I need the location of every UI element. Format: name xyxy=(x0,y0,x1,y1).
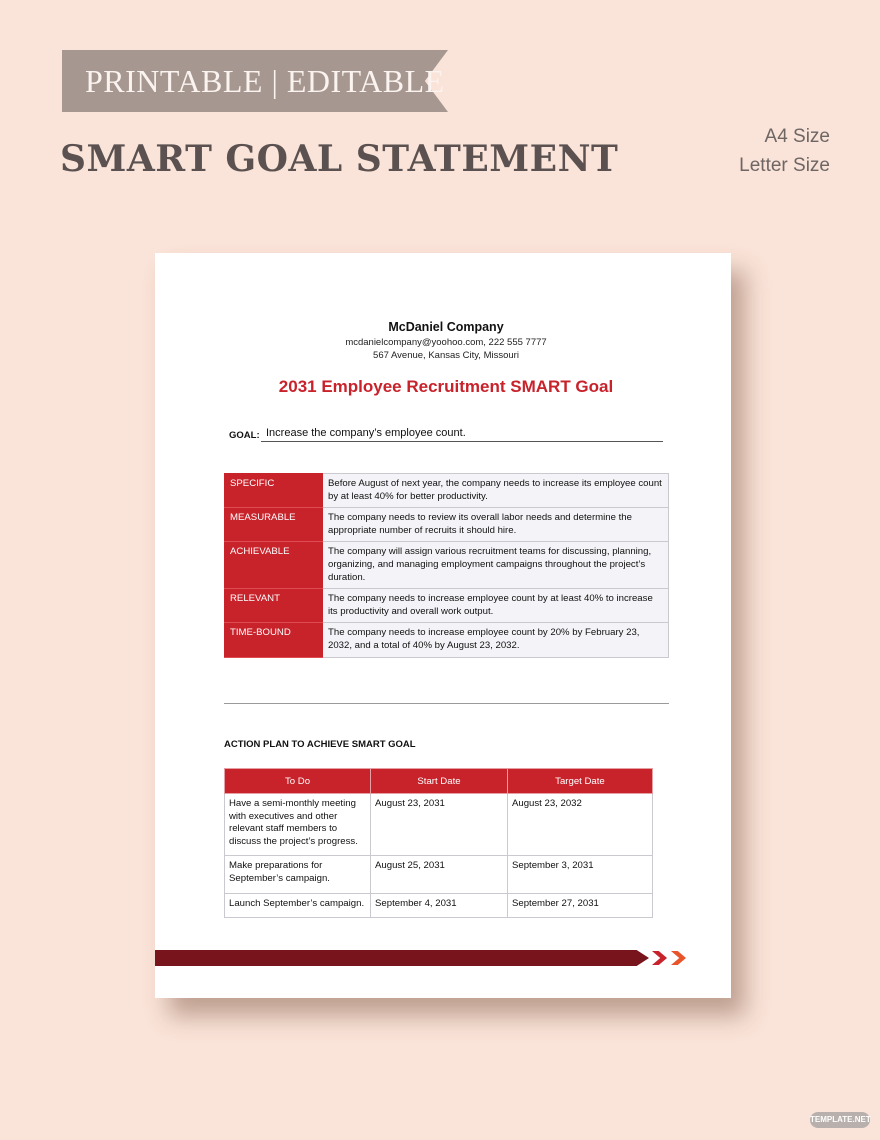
action-row xyxy=(225,794,653,856)
header-target-date: Target Date xyxy=(507,769,652,794)
smart-row xyxy=(225,589,669,623)
action-plan-heading: ACTION PLAN TO ACHIEVE SMART GOAL xyxy=(224,739,416,750)
document-preview xyxy=(155,253,731,998)
smart-description: The company will assign various recruitment teams for discussing, planning, organizing, and managing employment campaigns throughout the project’s duration. xyxy=(323,542,669,589)
size-a4: A4 Size xyxy=(764,126,830,147)
action-todo: Have a semi-monthly meeting with executives and other relevant staff members to discuss the project’s progress. xyxy=(225,794,371,856)
action-header-row xyxy=(225,769,653,794)
smart-description: The company needs to increase employee count by 20% by February 23, 2032, and a total of 40% by August 23, 2032. xyxy=(323,623,669,657)
section-divider xyxy=(224,703,669,704)
action-target: August 23, 2032 xyxy=(507,794,652,856)
chevron-right-icon xyxy=(652,951,667,965)
smart-description: The company needs to increase employee count by at least 40% to increase its productivity and overall work output. xyxy=(323,589,669,623)
chevron-right-icon xyxy=(671,951,686,965)
action-row xyxy=(225,856,653,893)
smart-label: MEASURABLE xyxy=(225,508,323,542)
smart-row xyxy=(225,542,669,589)
action-target: September 3, 2031 xyxy=(507,856,652,893)
action-start: August 23, 2031 xyxy=(371,794,508,856)
smart-description: The company needs to review its overall labor needs and determine the appropriate number of recruits it should hire. xyxy=(323,508,669,542)
action-row xyxy=(225,893,653,918)
smart-row xyxy=(225,474,669,508)
template-net-watermark: TEMPLATE.NET xyxy=(810,1112,870,1128)
smart-row xyxy=(225,508,669,542)
action-start: August 25, 2031 xyxy=(371,856,508,893)
smart-table xyxy=(224,473,669,658)
smart-label: TIME-BOUND xyxy=(225,623,323,657)
ribbon-text: PRINTABLE | EDITABLE xyxy=(85,63,445,99)
company-contact: mcdanielcompany@yoohoo.com, 222 555 7777 xyxy=(345,337,547,348)
header-start-date: Start Date xyxy=(371,769,508,794)
action-todo: Make preparations for September’s campaign. xyxy=(225,856,371,893)
company-name: McDaniel Company xyxy=(388,320,504,334)
company-address: 567 Avenue, Kansas City, Missouri xyxy=(373,350,519,361)
smart-row xyxy=(225,623,669,657)
goal-label: GOAL: xyxy=(229,430,260,441)
page-title: SMART GOAL STATEMENT xyxy=(60,138,619,180)
header-todo: To Do xyxy=(225,769,371,794)
action-target: September 27, 2031 xyxy=(507,893,652,918)
action-todo: Launch September’s campaign. xyxy=(225,893,371,918)
document-title: 2031 Employee Recruitment SMART Goal xyxy=(278,377,614,396)
smart-description: Before August of next year, the company needs to increase its employee count by at least 40% for better productivity. xyxy=(323,474,669,508)
goal-value: Increase the company’s employee count. xyxy=(261,427,663,442)
smart-label: RELEVANT xyxy=(225,589,323,623)
action-plan-table xyxy=(224,768,653,918)
action-start: September 4, 2031 xyxy=(371,893,508,918)
size-letter: Letter Size xyxy=(739,155,830,176)
smart-label: SPECIFIC xyxy=(225,474,323,508)
footer-bar xyxy=(155,950,649,966)
smart-label: ACHIEVABLE xyxy=(225,542,323,589)
